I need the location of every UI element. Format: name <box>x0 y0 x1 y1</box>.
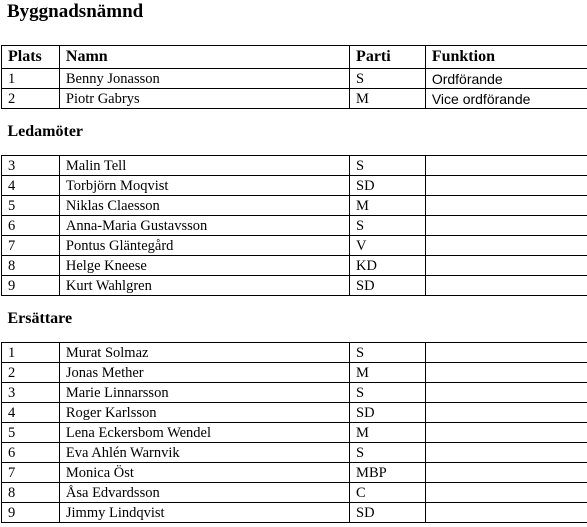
table-row <box>2 196 587 216</box>
cell-funktion <box>425 196 587 216</box>
cell-parti: SD <box>350 403 426 423</box>
header-parti: Parti <box>350 46 426 69</box>
table-row <box>2 69 587 89</box>
cell-parti: M <box>350 89 426 109</box>
cell-namn: Malin Tell <box>59 156 349 176</box>
table-row <box>2 503 587 523</box>
cell-funktion <box>425 483 587 503</box>
cell-funktion <box>425 363 587 383</box>
cell-plats: 3 <box>2 156 60 176</box>
table-row <box>2 256 587 276</box>
cell-plats: 4 <box>2 176 60 196</box>
section-heading-row <box>2 296 587 343</box>
cell-parti: M <box>350 363 426 383</box>
cell-funktion <box>425 463 587 483</box>
table-header-row <box>2 46 587 69</box>
cell-plats: 4 <box>2 403 60 423</box>
cell-funktion <box>425 423 587 443</box>
ledamoter-section <box>2 109 587 296</box>
cell-parti: SD <box>350 176 426 196</box>
table-row <box>2 403 587 423</box>
header-plats: Plats <box>2 46 60 69</box>
cell-namn: Anna-Maria Gustavsson <box>59 216 349 236</box>
cell-namn: Roger Karlsson <box>59 403 349 423</box>
cell-namn: Åsa Edvardsson <box>59 483 349 503</box>
table-row <box>2 176 587 196</box>
cell-namn: Pontus Gläntegård <box>59 236 349 256</box>
cell-parti: M <box>350 423 426 443</box>
cell-parti: KD <box>350 256 426 276</box>
cell-funktion <box>425 176 587 196</box>
cell-parti: C <box>350 483 426 503</box>
header-funktion: Funktion <box>425 46 587 69</box>
table-row <box>2 343 587 363</box>
table-row <box>2 156 587 176</box>
table-row <box>2 236 587 256</box>
cell-plats: 9 <box>2 503 60 523</box>
cell-namn: Torbjörn Moqvist <box>59 176 349 196</box>
table-row <box>2 423 587 443</box>
cell-plats: 5 <box>2 196 60 216</box>
cell-plats: 6 <box>2 443 60 463</box>
cell-namn: Marie Linnarsson <box>59 383 349 403</box>
cell-namn: Benny Jonasson <box>59 69 349 89</box>
cell-plats: 1 <box>2 343 60 363</box>
cell-funktion <box>425 236 587 256</box>
cell-parti: S <box>350 343 426 363</box>
cell-funktion <box>425 403 587 423</box>
cell-plats: 1 <box>2 69 60 89</box>
cell-namn: Niklas Claesson <box>59 196 349 216</box>
cell-funktion <box>425 443 587 463</box>
cell-namn: Lena Eckersbom Wendel <box>59 423 349 443</box>
ersattare-section <box>2 296 587 523</box>
cell-parti: M <box>350 196 426 216</box>
cell-plats: 9 <box>2 276 60 296</box>
cell-parti: SD <box>350 503 426 523</box>
cell-funktion <box>425 256 587 276</box>
cell-namn: Monica Öst <box>59 463 349 483</box>
table-row <box>2 443 587 463</box>
cell-plats: 8 <box>2 256 60 276</box>
cell-namn: Piotr Gabrys <box>59 89 349 109</box>
cell-parti: S <box>350 383 426 403</box>
cell-plats: 3 <box>2 383 60 403</box>
cell-plats: 2 <box>2 363 60 383</box>
cell-funktion <box>425 156 587 176</box>
page-title: Byggnadsnämnd <box>7 1 144 22</box>
cell-namn: Jonas Mether <box>59 363 349 383</box>
cell-plats: 2 <box>2 89 60 109</box>
cell-namn: Murat Solmaz <box>59 343 349 363</box>
cell-funktion <box>425 503 587 523</box>
cell-funktion: Vice ordförande <box>425 89 587 109</box>
cell-plats: 6 <box>2 216 60 236</box>
cell-funktion <box>425 276 587 296</box>
cell-parti: SD <box>350 276 426 296</box>
cell-plats: 8 <box>2 483 60 503</box>
cell-namn: Jimmy Lindqvist <box>59 503 349 523</box>
cell-namn: Eva Ahlén Warnvik <box>59 443 349 463</box>
section-heading-row <box>2 109 587 156</box>
section-heading-ersattare: Ersättare <box>2 296 587 343</box>
cell-parti: V <box>350 236 426 256</box>
cell-parti: S <box>350 443 426 463</box>
cell-parti: S <box>350 69 426 89</box>
cell-plats: 7 <box>2 463 60 483</box>
cell-plats: 7 <box>2 236 60 256</box>
table-row <box>2 276 587 296</box>
cell-namn: Helge Kneese <box>59 256 349 276</box>
cell-funktion: Ordförande <box>425 69 587 89</box>
header-namn: Namn <box>59 46 349 69</box>
section-heading-ledamoter: Ledamöter <box>2 109 587 156</box>
cell-parti: S <box>350 156 426 176</box>
cell-plats: 5 <box>2 423 60 443</box>
table-row <box>2 89 587 109</box>
presidium-rows <box>2 69 587 109</box>
table-row <box>2 383 587 403</box>
table-row <box>2 363 587 383</box>
cell-namn: Kurt Wahlgren <box>59 276 349 296</box>
table-row <box>2 216 587 236</box>
cell-funktion <box>425 343 587 363</box>
cell-parti: MBP <box>350 463 426 483</box>
cell-parti: S <box>350 216 426 236</box>
cell-funktion <box>425 383 587 403</box>
table-row <box>2 483 587 503</box>
table-row <box>2 463 587 483</box>
committee-table <box>1 45 587 523</box>
cell-funktion <box>425 216 587 236</box>
